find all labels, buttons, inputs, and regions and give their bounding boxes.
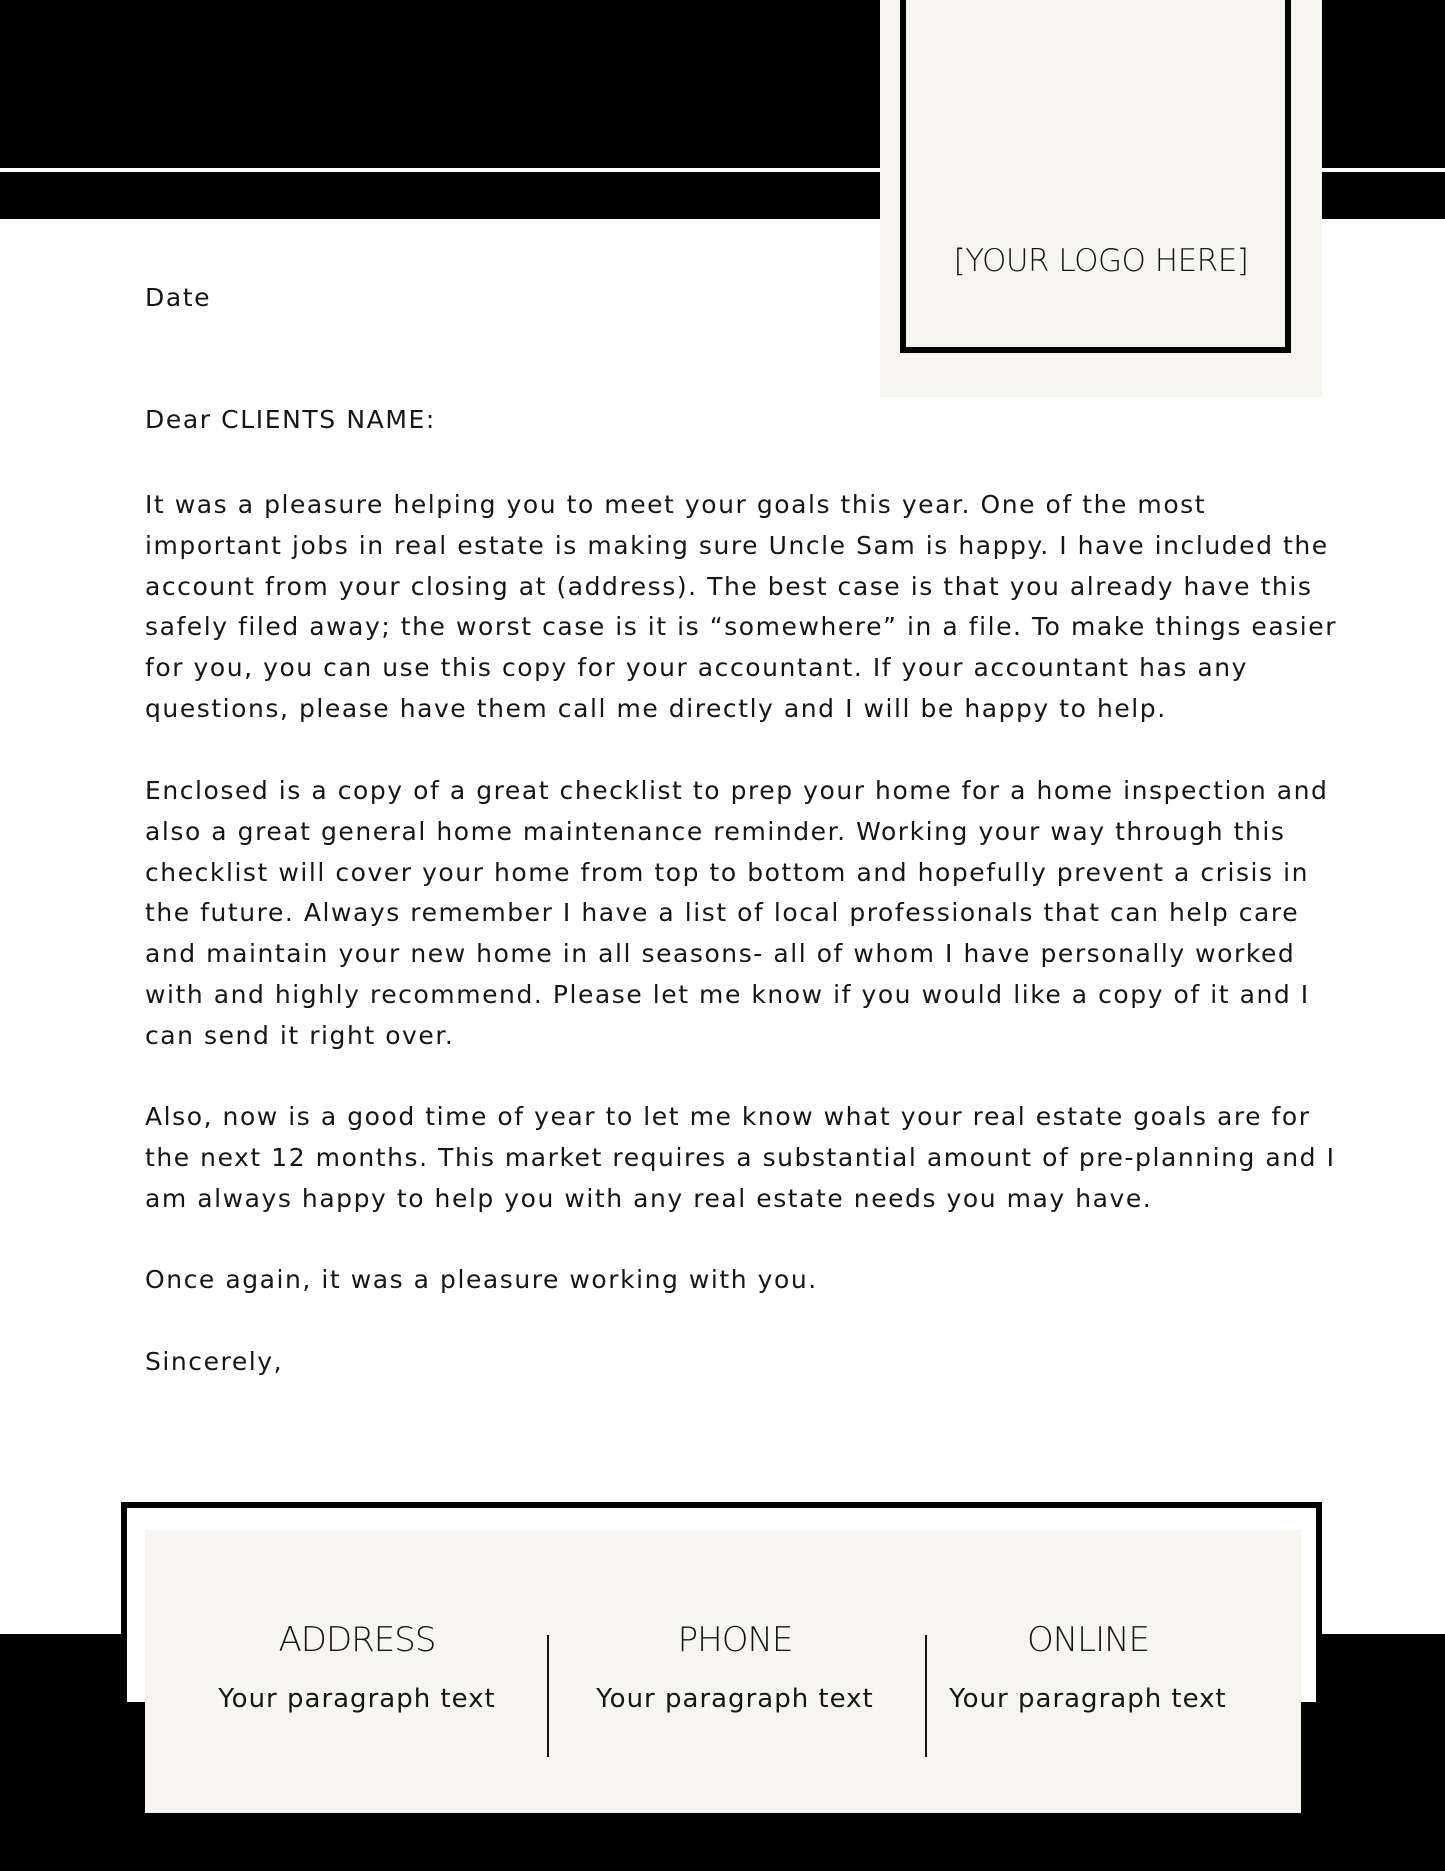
paragraph-1-line: safely filed away; the worst case is it is “somewhere” in a file. To make things easier <box>145 612 1338 642</box>
logo-placeholder-text[interactable]: [YOUR LOGO HERE] <box>953 243 1249 279</box>
paragraph-3[interactable] <box>145 1097 1385 1219</box>
letter-greeting[interactable]: Dear CLIENTS NAME: <box>145 405 436 434</box>
paragraph-2-line: with and highly recommend. Please let me know if you would like a copy of it and I <box>145 979 1310 1009</box>
footer-online-heading[interactable]: ONLINE <box>1026 1620 1150 1660</box>
paragraph-2-line: Enclosed is a copy of a great checklist to prep your home for a home inspection and <box>145 776 1329 805</box>
paragraph-1-line: It was a pleasure helping you to meet your goals this year. One of the most <box>145 490 1207 519</box>
logo-panel <box>880 0 1322 397</box>
closing-line[interactable] <box>145 1260 1385 1301</box>
letter-date[interactable]: Date <box>145 283 212 312</box>
footer-phone-heading[interactable]: PHONE <box>677 1620 793 1660</box>
paragraph-1-line: for you, you can use this copy for your accountant. If your accountant has any <box>145 653 1249 683</box>
paragraph-3-line: Also, now is a good time of year to let me know what your real estate goals are for <box>145 1102 1311 1131</box>
footer-address-heading[interactable]: ADDRESS <box>278 1620 436 1660</box>
paragraph-3-line: am always happy to help you with any real estate needs you may have. <box>145 1183 1153 1213</box>
paragraph-1-line: important jobs in real estate is making sure Uncle Sam is happy. I have included the <box>145 530 1329 560</box>
paragraph-2-line: can send it right over. <box>145 1020 455 1050</box>
footer-address-text[interactable]: Your paragraph text <box>218 1684 496 1714</box>
closing-line-text: Once again, it was a pleasure working with you. <box>145 1265 818 1294</box>
footer-online-text[interactable]: Your paragraph text <box>949 1684 1227 1714</box>
logo-frame <box>900 0 1291 353</box>
paragraph-1-line: account from your closing at (address). The best case is that you already have this <box>145 571 1313 601</box>
paragraph-1[interactable] <box>145 485 1385 730</box>
paragraph-1-line: questions, please have them call me directly and I will be happy to help. <box>145 693 1167 723</box>
paragraph-2-line: and maintain your new home in all seasons- all of whom I have personally worked <box>145 939 1296 969</box>
signoff[interactable] <box>145 1342 1385 1383</box>
paragraph-2-line: also a great general home maintenance reminder. Working your way through this <box>145 816 1286 846</box>
footer-phone-text[interactable]: Your paragraph text <box>596 1684 874 1714</box>
footer-contact-panel <box>145 1530 1301 1813</box>
paragraph-2-line: checklist will cover your home from top to bottom and hopefully prevent a crisis in <box>145 857 1309 887</box>
paragraph-3-line: the next 12 months. This market requires a substantial amount of pre-planning and I <box>145 1142 1336 1172</box>
signoff-text: Sincerely, <box>145 1347 284 1376</box>
paragraph-2[interactable] <box>145 771 1385 1057</box>
paragraph-2-line: the future. Always remember I have a list of local professionals that can help care <box>145 898 1300 928</box>
